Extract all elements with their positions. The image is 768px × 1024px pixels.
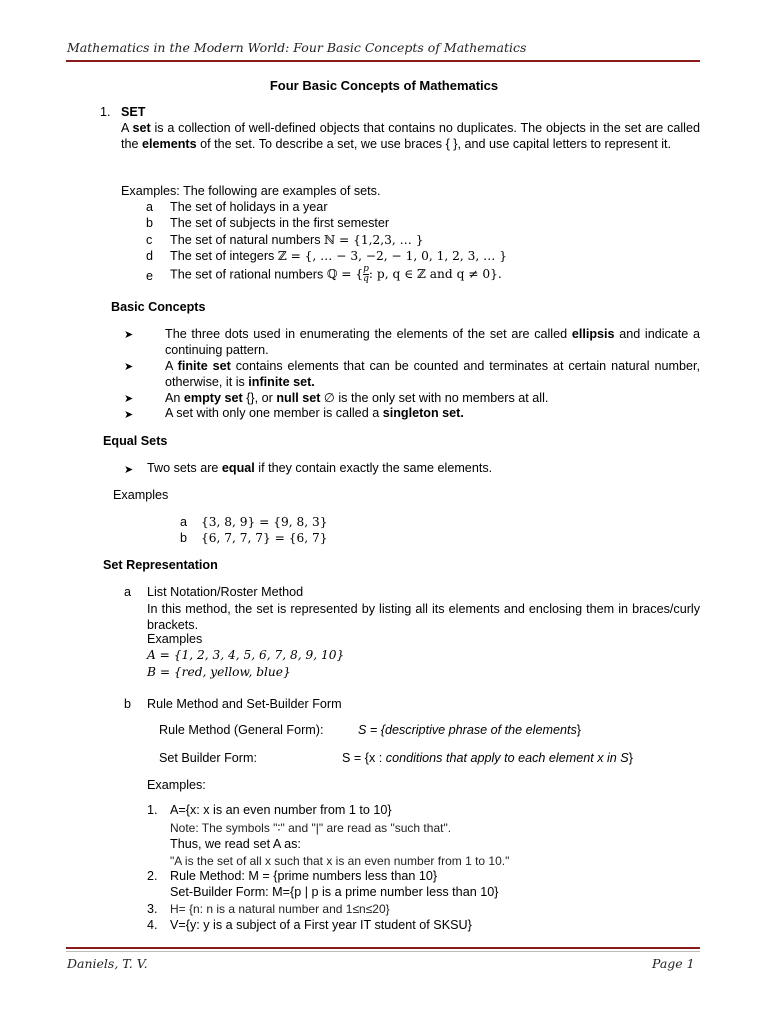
- natural-numbers-math: ℕ = {1,2,3, … }: [324, 233, 424, 247]
- rule-example-line: Rule Method: M = {prime numbers less than 10}: [170, 869, 438, 883]
- example-letter: a: [146, 200, 154, 214]
- section-number: 1.: [100, 105, 111, 119]
- set-definition: A set is a collection of well-defined objects that contains no duplicates. The objects in the set are called the elements of the set. To describe a set, we use braces { }, and use capital letters to represent it.: [121, 121, 700, 151]
- note-line: Note: The symbols "∶" and "|" are read as "such that".: [170, 821, 452, 835]
- rule-method-value: S = {descriptive phrase of the elements}: [358, 723, 581, 737]
- bullet-arrow-icon: ➤: [124, 464, 134, 476]
- example-letter: c: [146, 233, 153, 247]
- roster-description: In this method, the set is represented by listing all its elements and enclosing them in braces/curly brackets.: [147, 602, 700, 632]
- rule-example-line: H= {n: n is a natural number and 1≤n≤20}: [170, 902, 390, 916]
- note-line: "A is the set of all x such that x is an even number from 1 to 10.": [170, 854, 510, 868]
- concept-item: A finite set contains elements that can be counted and terminates at certain natural number, otherwise, it is infinite set.: [165, 359, 700, 389]
- example-text: The set of natural numbers ℕ = {1,2,3, … }: [170, 233, 424, 247]
- equal-sets-heading: Equal Sets: [103, 434, 168, 448]
- roster-examples-label: Examples: [147, 632, 203, 646]
- set-representation-heading: Set Representation: [103, 558, 218, 572]
- rationals-math: ℚ = { $\frac{p}{q}$ : p, q ∈ ℤ and q ≠ 0}.: [326, 264, 502, 284]
- rule-example-line: A={x: x is an even number from 1 to 10}: [170, 803, 392, 817]
- subsection-letter: b: [124, 697, 132, 711]
- concept-item: A set with only one member is called a singleton set.: [165, 406, 464, 420]
- bullet-arrow-icon: ➤: [124, 393, 134, 405]
- rule-example-line: V={y: y is a subject of a First year IT student of SKSU}: [170, 918, 472, 932]
- example-letter: b: [146, 216, 154, 230]
- list-number: 2.: [147, 869, 158, 883]
- subsection-letter: a: [124, 585, 132, 599]
- equal-example-math: {3, 8, 9} = {9, 8, 3}: [201, 515, 328, 529]
- equal-example-math: {6, 7, 7, 7} = {6, 7}: [201, 531, 328, 545]
- example-text: The set of integers ℤ = {, … − 3, −2, − 1, 0, 1, 2, 3, … }: [170, 249, 507, 263]
- footer-author: Daniels, T. V.: [67, 956, 148, 971]
- example-text: The set of subjects in the first semester: [170, 216, 390, 230]
- example-letter: a: [180, 515, 188, 529]
- list-number: 4.: [147, 918, 158, 932]
- roster-example-a: A = {1, 2, 3, 4, 5, 6, 7, 8, 9, 10}: [147, 648, 345, 662]
- list-number: 1.: [147, 803, 158, 817]
- page-title: Four Basic Concepts of Mathematics: [269, 78, 499, 93]
- integers-math: ℤ = {, … − 3, −2, − 1, 0, 1, 2, 3, … }: [277, 249, 507, 263]
- equal-sets-definition: Two sets are equal if they contain exactly the same elements.: [147, 461, 493, 475]
- basic-concepts-heading: Basic Concepts: [111, 300, 206, 314]
- footer-page-number: Page 1: [652, 956, 695, 971]
- section-heading: SET: [121, 105, 146, 119]
- footer-rule: [66, 947, 700, 949]
- set-builder-value: S = {x : conditions that apply to each element x in S}: [342, 751, 633, 765]
- example-text: The set of rational numbers ℚ = { $\frac{p}{q}$ : p, q ∈ ℤ and q ≠ 0}.: [170, 264, 502, 284]
- equal-examples-label: Examples: [113, 488, 169, 502]
- example-letter: d: [146, 249, 154, 263]
- examples-intro: Examples: The following are examples of sets.: [121, 184, 381, 198]
- rule-example-line: Set-Builder Form: M={p | p is a prime number less than 10}: [170, 885, 499, 899]
- example-text: The set of holidays in a year: [170, 200, 328, 214]
- footer-rule-thin: [66, 951, 700, 952]
- rule-method-title: Rule Method and Set-Builder Form: [147, 697, 342, 711]
- rule-example-line: Thus, we read set A as:: [170, 837, 301, 851]
- bullet-arrow-icon: ➤: [124, 361, 134, 373]
- example-letter: e: [146, 269, 154, 283]
- running-header: Mathematics in the Modern World: Four Basic Concepts of Mathematics: [67, 40, 527, 55]
- example-letter: b: [180, 531, 188, 545]
- header-rule: [66, 60, 700, 62]
- bullet-arrow-icon: ➤: [124, 329, 134, 341]
- concept-item: The three dots used in enumerating the elements of the set are called ellipsis and indicate a continuing pattern.: [165, 327, 701, 357]
- bullet-arrow-icon: ➤: [124, 409, 134, 421]
- concept-item: An empty set {}, or null set ∅ is the only set with no members at all.: [165, 391, 549, 405]
- rule-method-label: Rule Method (General Form):: [159, 723, 324, 737]
- list-number: 3.: [147, 902, 158, 916]
- roster-title: List Notation/Roster Method: [147, 585, 304, 599]
- roster-example-b: B = {red, yellow, blue}: [147, 665, 291, 679]
- rule-examples-label: Examples:: [147, 778, 206, 792]
- set-builder-label: Set Builder Form:: [159, 751, 257, 765]
